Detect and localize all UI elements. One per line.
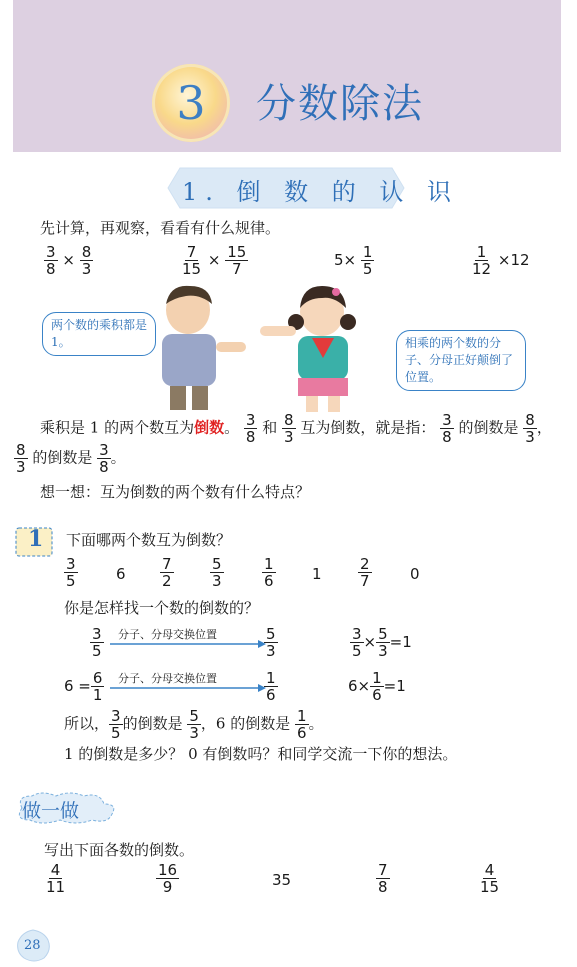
practice-item-2: $\frac{16}{9}$ bbox=[158, 861, 178, 896]
method-check-2: 6× $\frac{1}{6}$ =1 bbox=[348, 669, 406, 704]
practice-item-4: $\frac{7}{8}$ bbox=[378, 861, 388, 896]
example-item-6: 1 bbox=[312, 565, 322, 583]
example-question: 下面哪两个数互为倒数？ bbox=[66, 531, 232, 549]
girl-speech-bubble: 相乘的两个数的分子、分母正好颠倒了位置。 bbox=[396, 330, 526, 391]
intro-text: 先计算，再观察，看看有什么规律。 bbox=[40, 219, 281, 237]
swap-label-1: 分子、分母交换位置 bbox=[118, 628, 217, 641]
practice-instruction: 写出下面各数的倒数。 bbox=[44, 841, 195, 859]
calc-expr-1: $\frac{3}{8}$ × $\frac{8}{3}$ bbox=[46, 243, 92, 278]
example-item-5: $\frac{1}{6}$ bbox=[264, 555, 274, 590]
example-item-2: 6 bbox=[116, 565, 126, 583]
example-number: 1 bbox=[28, 526, 44, 552]
think-question: 想一想：互为倒数的两个数有什么特点？ bbox=[40, 483, 311, 501]
example-item-4: $\frac{5}{3}$ bbox=[212, 555, 222, 590]
boy-speech-bubble: 两个数的乘积都是1。 bbox=[42, 312, 156, 356]
method-row-2-start: 6 = $\frac{6}{1}$ bbox=[64, 669, 103, 704]
method-row-1-start: $\frac{3}{5}$ bbox=[92, 625, 102, 660]
method-row-2-end: $\frac{1}{6}$ bbox=[266, 669, 276, 704]
chapter-number: 3 bbox=[176, 76, 206, 130]
method-check-1: $\frac{3}{5}$ × $\frac{5}{3}$ =1 bbox=[352, 625, 412, 660]
chapter-number-badge bbox=[152, 64, 230, 142]
term-reciprocal: 倒数 bbox=[194, 418, 225, 437]
definition-paragraph: 乘积是 1 的两个数互为倒数。 $\frac{3}{8}$ 和 $\frac{8}{3}$ 互为倒数，就是指： $\frac{3}{8}$ 的倒数是 $\frac{8}{3}$ ， bbox=[40, 411, 552, 446]
example-item-3: $\frac{7}{2}$ bbox=[162, 555, 172, 590]
how-question: 你是怎样找一个数的倒数的？ bbox=[64, 599, 260, 617]
calc-expr-2: $\frac{7}{15}$ × $\frac{15}{7}$ bbox=[182, 243, 247, 278]
calc-expr-4: $\frac{1}{12}$ ×12 bbox=[472, 243, 530, 278]
practice-item-5: $\frac{4}{15}$ bbox=[480, 861, 500, 896]
conclusion-line: 所以， $\frac{3}{5}$ 的倒数是 $\frac{5}{3}$ ，6 的倒数是 $\frac{1}{6}$ 。 bbox=[64, 707, 324, 742]
method-row-1-end: $\frac{5}{3}$ bbox=[266, 625, 276, 660]
example-item-7: $\frac{2}{7}$ bbox=[360, 555, 370, 590]
page-number: 28 bbox=[24, 938, 41, 953]
example-item-8: 0 bbox=[410, 565, 420, 583]
practice-item-1: $\frac{4}{11}$ bbox=[46, 861, 66, 896]
calc-expr-3: 5× $\frac{1}{5}$ bbox=[334, 243, 373, 278]
section-title: 1. 倒 数 的 认 识 bbox=[182, 178, 460, 206]
practice-heading: 做一做 bbox=[22, 800, 80, 822]
children-illustration bbox=[130, 282, 380, 412]
example-item-1: $\frac{3}{5}$ bbox=[66, 555, 76, 590]
swap-label-2: 分子、分母交换位置 bbox=[118, 672, 217, 685]
definition-paragraph-2: $\frac{8}{3}$ 的倒数是 $\frac{3}{8}$ 。 bbox=[16, 441, 126, 476]
discussion-question: 1 的倒数是多少？ 0 有倒数吗？和同学交流一下你的想法。 bbox=[64, 745, 458, 763]
chapter-title: 分数除法 bbox=[256, 81, 424, 127]
practice-item-3: 35 bbox=[272, 871, 292, 889]
